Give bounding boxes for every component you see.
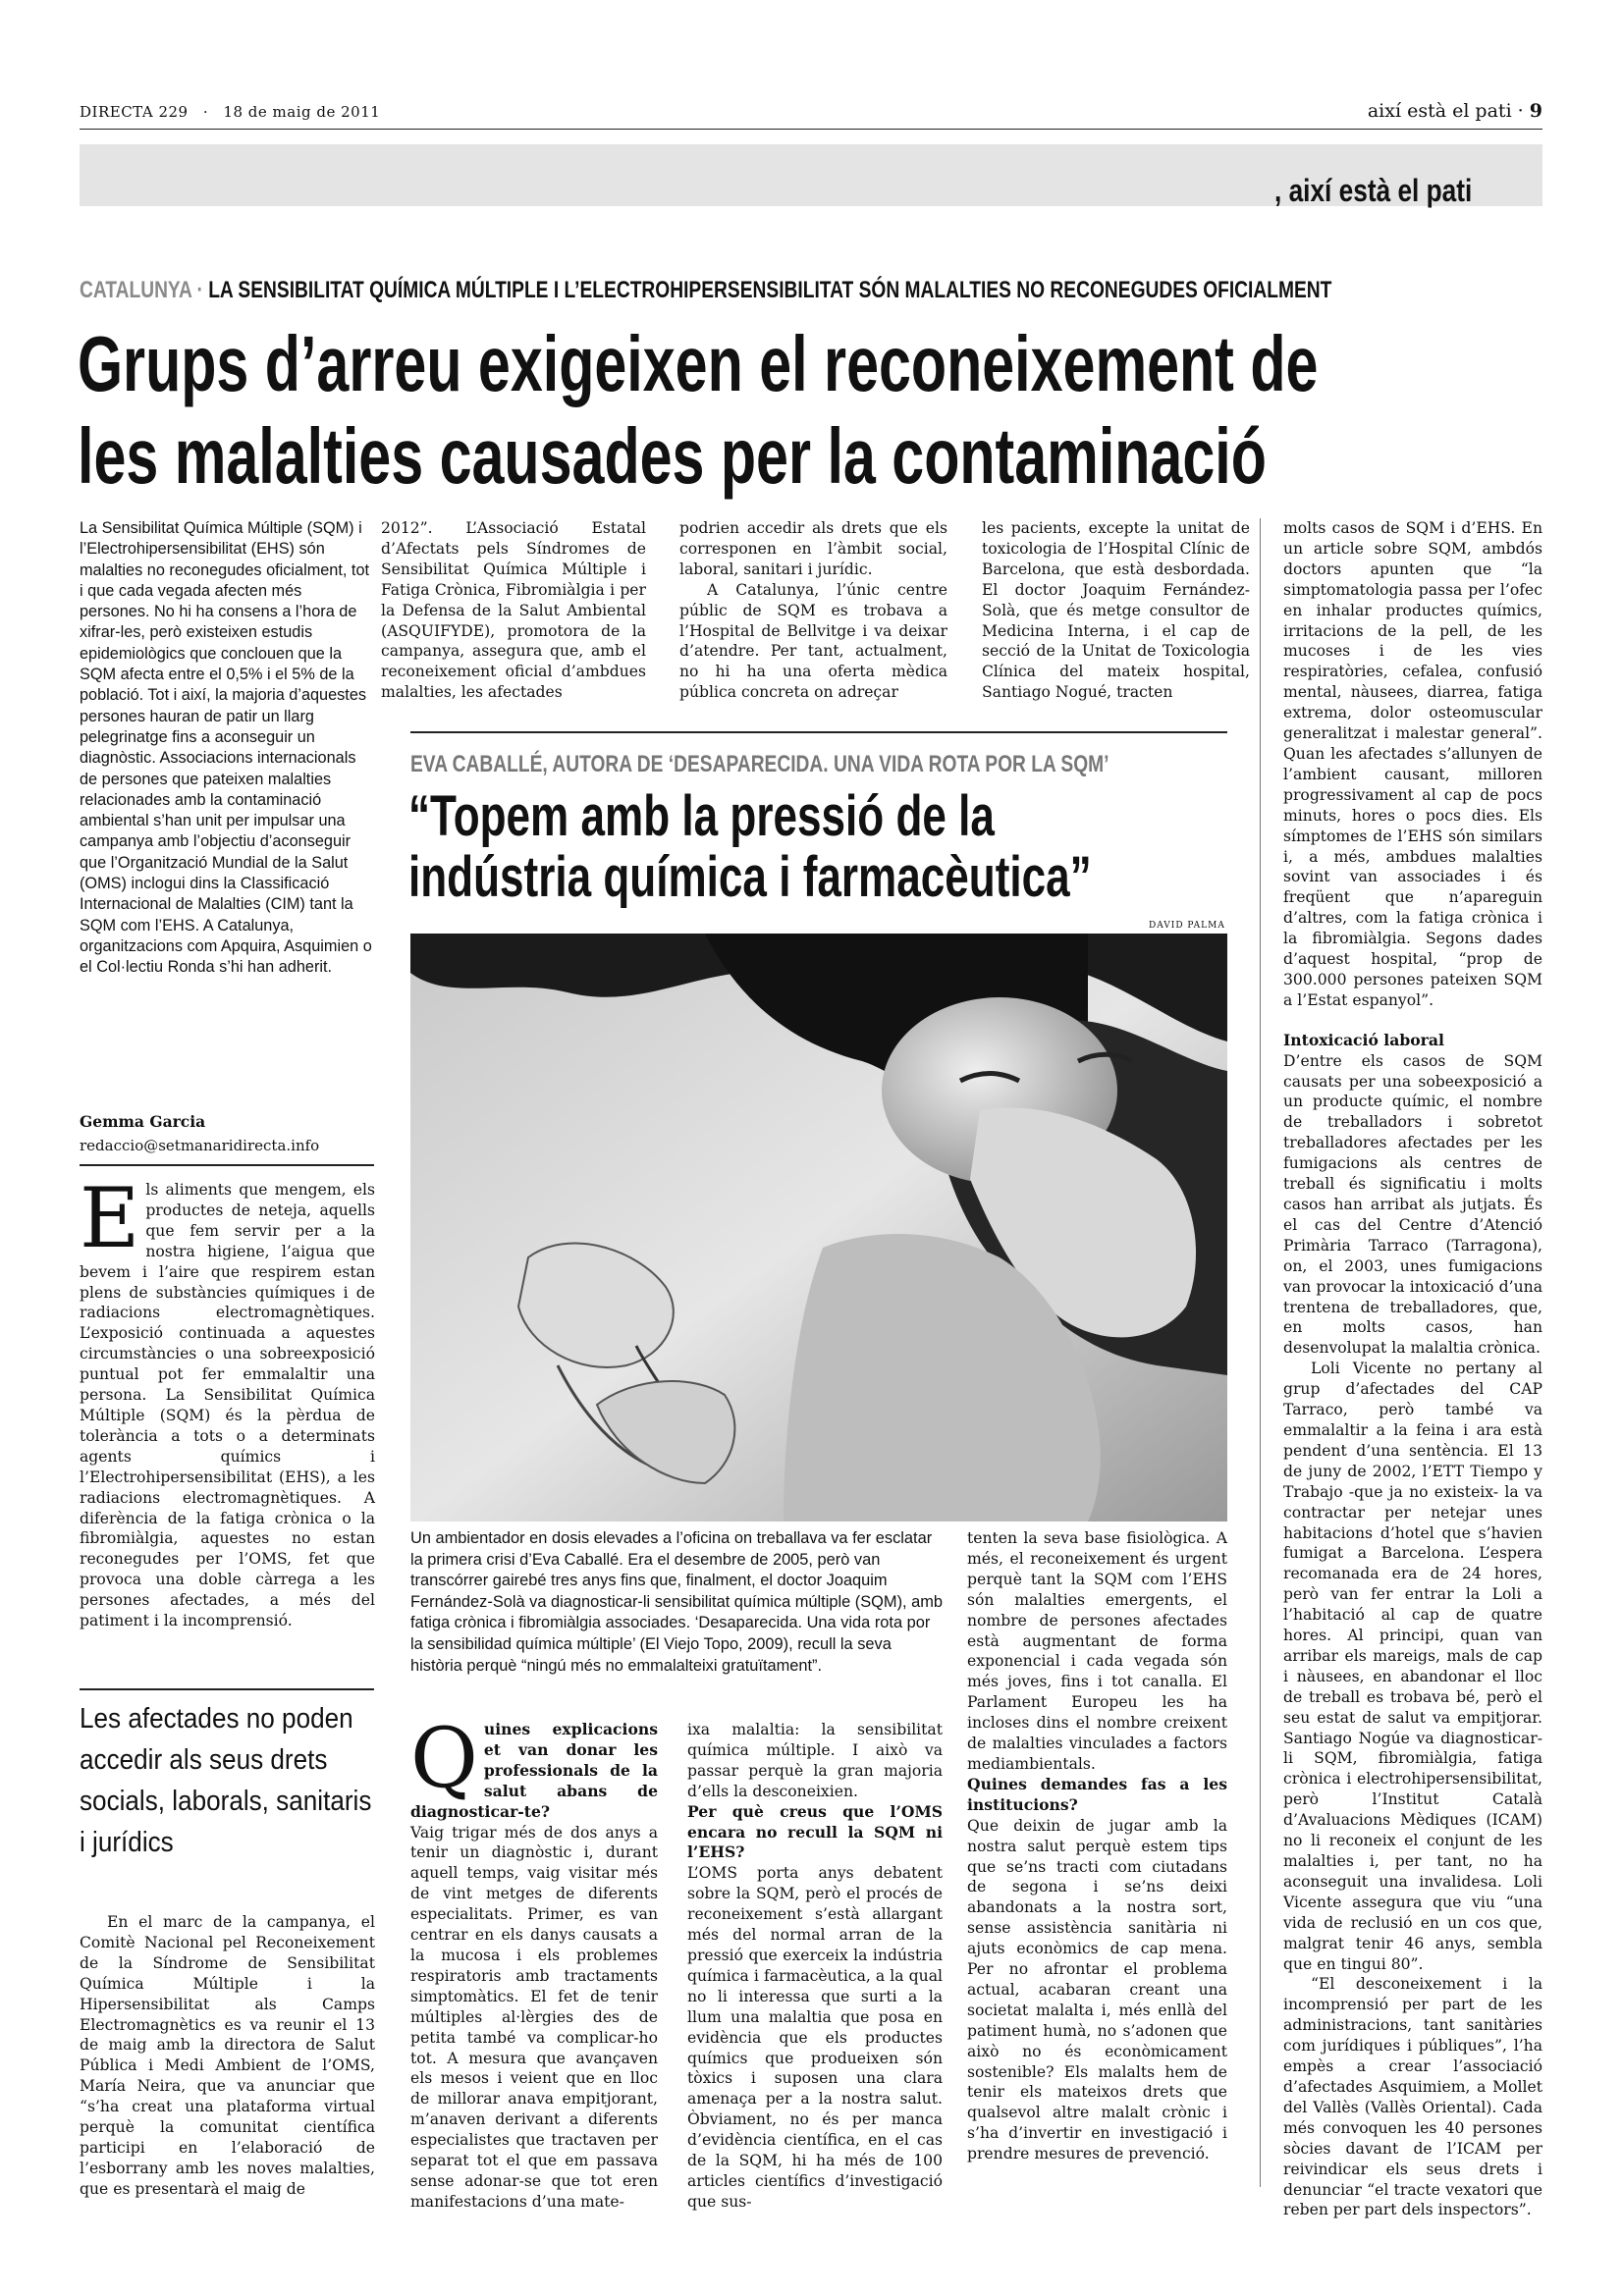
subhead-intoxicacio: Intoxicació laboral — [1283, 1030, 1444, 1049]
answer-2: L’OMS porta anys debatent sobre la SQM, però el procés de reconeixement s’està allargant més del normal arran de la pressió que exerceix la indústria química i farmacèutica, a la qual no li interessa que surti a la llum una malaltia que posa en evidència que els productes químics que produeixen són tòxics i suposen una clara amenaça per a la nostra salut. Òbviament, no és per manca d’evidència científica, en el cas de la SQM, hi ha més de 100 articles científics d’investigació que sus- — [687, 1864, 943, 2211]
col5-text-b: D’entre els casos de SQM causats per una sobeexposició a un producte químic, el nombre de treballadors i sobretot treballadores afectades per les fumigacions als centres de treball és significatiu i molts casos han arribat als jutjats. És el cas del Centre d’Atenció Primària Tarraco (Tarragona), on, el 2003, unes fumigacions van provocar la intoxicació d’una trentena de treballadores, que, en molts casos, han desenvolupat la malaltia crònica. — [1283, 1051, 1542, 1358]
body-column-4-top — [982, 518, 1250, 705]
photo-caption: Un ambientador en dosis elevades a l’oficina on treballava va fer esclatar la primera crisi d’Eva Caballé. Era el desembre de 2005, però van transcórrer gairebé tres anys fins que, finalment, el doctor Joaquim Fernández-Solà va diagnosticar-li sensibilitat química múltiple (SQM), amb fatiga crònica i fibromiàlgia associades. ‘Desaparecida. Una vida rota por la sensibilidad química múltiple’ (El Viejo Topo, 2009), recull la seva història perquè “ningú més no emmalalteixi gratuïtament”. — [410, 1529, 944, 1675]
header-separator: · — [202, 103, 209, 121]
interview-top-rule — [410, 731, 1227, 733]
column-divider — [1260, 518, 1261, 2187]
dropcap-q: Q — [410, 1710, 478, 1806]
col4-top-text: les pacients, excepte la unitat de toxicologia de l’Hospital Clínic de Barcelona, que està desbordada. El doctor Joaquim Fernández-Solà, que és metge consultor de Medicina Interna, i el cap de secció de la Unitat de Toxicologia Clínica del mateix hospital, Santiago Nogué, tracten — [982, 519, 1250, 702]
body-column-5 — [1283, 518, 1542, 2219]
answer-1-cont: ixa malaltia: la sensibilitat química múltiple. I això va passar perquè la gran majoria d’ells la desconeixien. — [687, 1721, 943, 1800]
pullquote-rule — [80, 1688, 374, 1690]
interview-headline-line-2: indústria química i farmacèutica” — [408, 845, 1092, 909]
issue-number: DIRECTA 229 — [80, 103, 189, 121]
question-3: Quines demandes fas a les institucions? — [967, 1774, 1227, 1814]
answer-2-cont: tenten la seva base fisiològica. A més, el reconeixement és urgent perquè tant la SQM com l’EHS són malalties emergents, el nombre de persones afectades està augmentant de forma exponencial i cada vegada són més joves, fins i tot canalla. El Parlament Europeu les ha incloses dins el nombre creixent de malalties vinculades a factors mediambientals. — [967, 1529, 1227, 1773]
body-column-1b — [80, 1912, 375, 2198]
col5-text-c: Loli Vicente no pertany al grup d’afectades del CAP Tarraco, però també va emmalaltir a la feina i ara està pendent d’una sentència. El 13 de juny de 2002, l’ETT Tiempo y Trabajo -que ja no existeix- la va contractar per netejar unes habitacions d’hotel que s’havien fumigat a Barcelona. L’espera recomanada era de 24 hores, però van fer entrar la Loli a l’habitació al cap de quatre hores. Al principi, quan van arribar els mareigs, mals de cap i nàusees, en abandonar el lloc de treball es trobava bé, però el seu estat de salut va empitjorar. Santiago Nogúe va diagnosticar-li SQM, fibromiàlgia, fatiga crònica i electrohipersensibilitat, però l’Institut Català d’Avaluacions Mèdiques (ICAM) no li reconeix el conjunt de les malalties i, per tant, no ha aconseguit una invalidesa. Loli Vicente assegura que viu “una vida de reclusió en un cos que, malgrat tenir 46 anys, sembla que en tingui 80”. — [1283, 1360, 1542, 1973]
byline-rule — [80, 1164, 374, 1166]
section-label — [1368, 100, 1542, 122]
interview-column-1 — [410, 1710, 658, 2211]
body-column-2-top — [381, 518, 646, 705]
body-text-1: ls aliments que mengem, els productes de neteja, aquells que fem servir per a la nostra higiene, l’aigua que bevem i l’aire que respirem estan plens de substàncies químiques i de radiacions electromagnètiques. L’exposició continuada a aquestes circumstàncies o una sobreexposició puntual pot fer emmalaltir una persona. La Sensibilitat Química Múltiple (SQM) és la pèrdua de tolerància a tots o a determinats agents químics i l’Electrohipersensibilitat (EHS), a les radiacions electromagnètiques. A diferència de la fatiga crònica o la fibromiàlgia, aquestes no estan reconegudes per l’OMS, fet que provoca una doble càrrega a les persones afectades, a més del patiment i la incomprensió. — [80, 1181, 375, 1630]
answer-1: Vaig trigar més de dos anys a tenir un diagnòstic i, durant aquell temps, vaig visitar més de vint metges de diferents especialitats. Primer, es van centrar en els danys causats a la mucosa i els problemes respiratoris amb tractaments simptomàtics. El fet de tenir múltiples al·lèrgies des de petita també va complicar-ho tot. A mesura que avançaven els mesos i veient que en lloc de millorar anava empitjorant, m’anaven derivant a diferents especialistes que tractaven per separat tot el que em passava sense adonar-se que tot eren manifestacions d’una mate- — [410, 1823, 658, 2211]
interview-kicker: EVA CABALLÉ, AUTORA DE ‘DESAPARECIDA. UNA VIDA ROTA POR LA SQM’ — [410, 751, 1109, 777]
issue-date: 18 de maig de 2011 — [223, 103, 381, 121]
col5-text-a: molts casos de SQM i d’EHS. En un article sobre SQM, ambdós doctors apunten que “la simptomatologia passa per l’ofec en inhalar productes químics, irritacions de la pell, de les mucoses i de les vies respiratòries, cefalea, confusió mental, nàusees, diarrea, fatiga extrema, dolor osteomuscular generalitzat i malestar general”. Quan les afectades s’allunyen de l’ambient causant, milloren progressivament al cap de pocs minuts, hores o pocs dies. Els símptomes de l’EHS són similars i, a més, ambdues malalties sovint van associades i és freqüent que n’apareguin d’altres, com la fatiga crònica i la fibromiàlgia. Segons dades d’aquest hospital, “prop de 300.000 persones pateixen SQM a l’Estat espanyol”. — [1283, 519, 1542, 1009]
col2-top-text: 2012”. L’Associació Estatal d’Afectats pels Síndromes de Sensibilitat Química Múltiple i Fatiga Crònica, Fibromiàlgia i per la Defensa de la Salut Ambiental (ASQUIFYDE), promotora de la campanya, assegura que, amb el reconeixement oficial d’ambdues malalties, les afectades — [381, 519, 646, 702]
author-name: Gemma Garcia — [80, 1112, 206, 1131]
body-column-1 — [80, 1170, 375, 1675]
author-email[interactable]: redaccio@setmanaridirecta.info — [80, 1137, 320, 1154]
section-band-title: , així està el pati — [1274, 173, 1473, 208]
main-headline-line-2: les malalties causades per la contaminació — [78, 412, 1267, 500]
col3-top-text-b: A Catalunya, l’únic centre públic de SQM es trobava a l’Hospital de Bellvitge i va deixar d’atendre. Per tant, actualment, no hi ha una oferta mèdica pública concreta on adreçar — [679, 580, 947, 702]
issue-label — [80, 103, 380, 121]
main-kicker — [80, 277, 1331, 304]
body-text-2: En el marc de la campanya, el Comitè Nacional pel Reconeixement de la Síndrome de Sensibilitat Química Múltiple i la Hipersensibilitat als Camps Electromagnètics es va reunir el 13 de maig amb la directora de Salut Pública i Medi Ambient de l’OMS, María Neira, que va anunciar que “s’ha creat una plataforma virtual perquè la comunitat científica participi en l’elaboració de l’esborrany amb les noves malalties, que es presentarà el maig de — [80, 1913, 375, 2198]
col5-text-d: “El desconeixement i la incomprensió per part de les administracions, tant sanitàries com jurídiques i públiques”, l’ha empès a crear l’associació d’afectades Asquimiem, a Mollet del Vallès (Vallès Oriental). Cada més convoquen les 40 persones sòcies davant de l’ICAM per reivindicar els seus drets i denunciar “el tracte vexatori que reben per part dels inspectors”. — [1283, 1975, 1542, 2219]
kicker-text: LA SENSIBILITAT QUÍMICA MÚLTIPLE I L’ELECTROHIPERSENSIBILITAT SÓN MALALTIES NO RECONEGUDES OFICIALMENT — [208, 277, 1332, 303]
body-column-3-top — [679, 518, 947, 705]
answer-3: Que deixin de jugar amb la nostra salut perquè estem tips que se’ns tracti com ciutadans de segona i se’ns deixi abandonats a la nostra sort, sense assistència sanitària ni ajuts econòmics de cap mena. Per no afrontar el problema actual, acabaran creant una societat malalta i, més enllà del patiment humà, no s’adonen que això no és econòmicament sostenible? Els malalts hem de tenir els mateixos drets que qualsevol altre malalt crònic i s’ha d’invertir en investigació i prendre mesures de prevenció. — [967, 1816, 1227, 2163]
pullquote: Les afectades no poden accedir als seus drets socials, laborals, sanitaris i jurídics — [80, 1703, 372, 1858]
header-rule — [80, 129, 1542, 130]
dropcap-e: E — [80, 1170, 140, 1266]
col3-top-text-a: podrien accedir als drets que els corresponen en l’àmbit social, laboral, sanitari i jurídic. — [679, 519, 947, 578]
question-2: Per què creus que l’OMS encara no recull la SQM ni l’EHS? — [687, 1801, 943, 1862]
section-name: així està el pati · — [1367, 100, 1524, 122]
kicker-place: CATALUNYA · — [80, 277, 203, 303]
interview-photo — [410, 934, 1227, 1522]
interview-headline-line-1: “Topem amb la pressió de la — [408, 784, 995, 848]
main-headline-line-1: Grups d’arreu exigeixen el reconeixement de — [78, 320, 1319, 407]
page-number: 9 — [1529, 100, 1542, 122]
article-lede: La Sensibilitat Química Múltiple (SQM) i l’Electrohipersensibilitat (EHS) són malalties no reconegudes oficialment, tot i que cada vegada afecten més persones. No hi ha consens a l’hora de xifrar-les, però existeixen estudis epidemiològics que conclouen que la SQM afecta entre el 0,5% i el 5% de la població. Tot i així, la majoria d’aquestes persones hauran de patir un llarg pelegrinatge fins a aconseguir un diagnòstic. Associacions internacionals de persones que pateixen malalties relacionades amb la contaminació ambiental s’han unit per impulsar una campanya amb l’objectiu d’aconseguir que l’Organització Mundial de la Salut (OMS) inclogui dins la Classificació Internacional de Malalties (CIM) tant la SQM com l’EHS. A Catalunya, organitzacions com Apquira, Asquimien o el Col·lectiu Ronda s’hi han adherit. — [80, 519, 372, 977]
interview-column-3 — [967, 1528, 1227, 2181]
interview-column-2 — [687, 1720, 943, 2211]
photo-credit: DAVID PALMA — [1149, 921, 1225, 931]
question-1: uines explicacions et van donar les professionals de la salut abans de diagnosticar-te? — [410, 1720, 658, 1821]
